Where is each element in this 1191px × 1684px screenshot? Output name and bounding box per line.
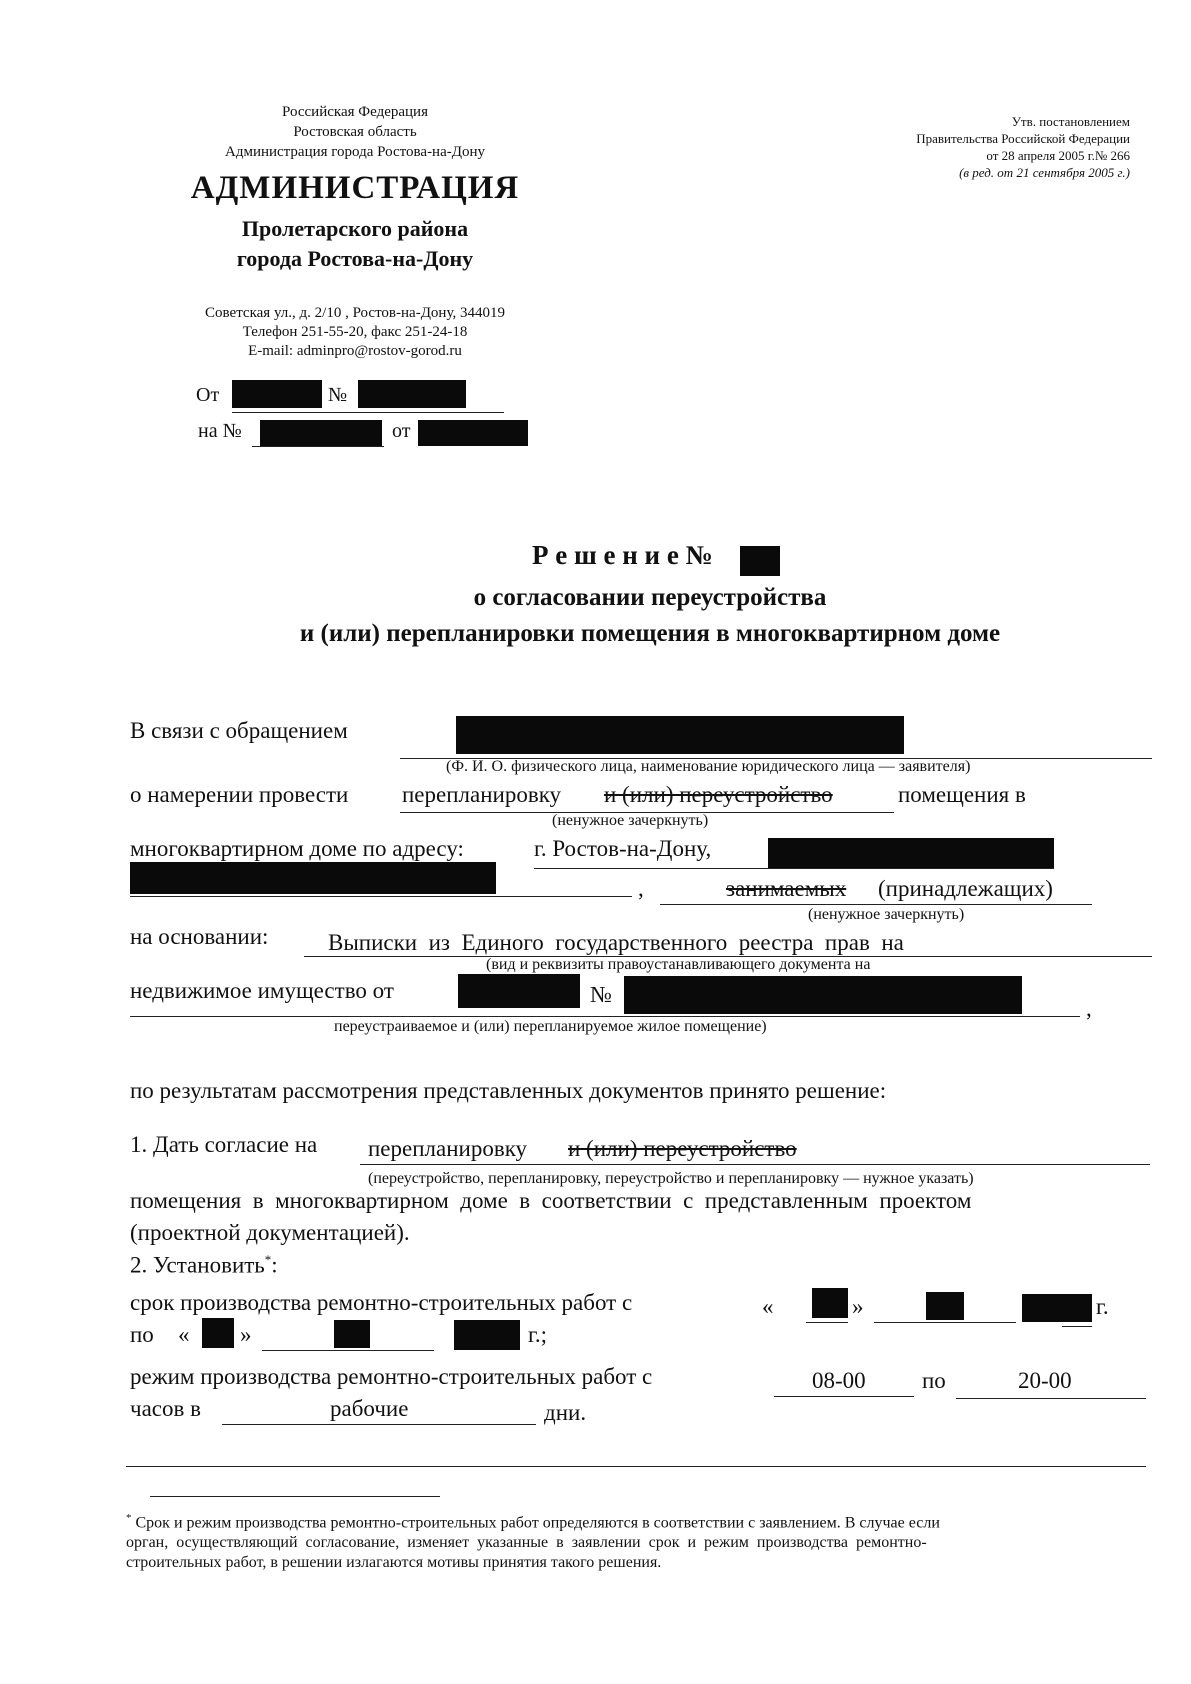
start-month-underline <box>874 1322 1016 1323</box>
approval-line-1: Утв. постановлением <box>1011 114 1130 129</box>
start-year-underline <box>1062 1326 1092 1327</box>
redacted-address-street <box>768 838 1054 868</box>
time-from-value: 08-00 <box>812 1368 866 1393</box>
footnote-block <box>126 1508 1156 1573</box>
reconstruction-option-struck-2: и (или) переустройство <box>568 1136 797 1161</box>
address-rest-underline <box>130 896 632 897</box>
approval-line-2: Правительства Российской Федерации <box>916 131 1130 146</box>
basis-document: Выписки из Единого государственного реестра прав на <box>328 930 904 955</box>
redacted-address-rest <box>130 862 496 894</box>
strike-hint-2: (ненужное зачеркнуть) <box>808 906 965 923</box>
contact-block <box>150 304 560 361</box>
footnote-star: * <box>126 1512 132 1524</box>
property-from-label: недвижимое имущество от <box>130 978 394 1003</box>
redacted-end-day <box>202 1318 234 1348</box>
footnote-text-3: строительных работ, в решении излагаются мотивы принятия такого решения. <box>126 1554 662 1572</box>
days-label: дни. <box>544 1400 587 1425</box>
end-month-underline <box>262 1350 434 1351</box>
reconstruction-option-struck: и (или) переустройство <box>604 782 833 807</box>
mode-label: режим производства ремонтно-строительных работ с <box>130 1364 653 1389</box>
point-2-star: * <box>264 1252 272 1267</box>
occupied-option-struck: занимаемых <box>726 876 847 901</box>
term-label: срок производства ремонтно-строительных работ с <box>130 1290 633 1315</box>
intention-label: о намерении провести <box>130 782 349 807</box>
footnote-separator <box>150 1496 440 1497</box>
country-line: Российская Федерация <box>282 104 428 120</box>
region-line: Ростовская область <box>293 124 417 140</box>
term-open-quote: « <box>762 1294 774 1319</box>
address-line: Советская ул., д. 2/10 , Ростов-на-Дону, 344019 <box>205 305 505 321</box>
point-1-underline <box>360 1164 1150 1165</box>
start-day-underline <box>806 1322 848 1323</box>
appeal-label: В связи с обращением <box>130 718 348 743</box>
approval-block <box>820 113 1130 181</box>
start-year-suffix: г. <box>1096 1294 1109 1319</box>
replanning-option-2: перепланировку <box>368 1136 528 1161</box>
point-2-colon: : <box>271 1252 278 1278</box>
result-line: по результатам рассмотрения представленных документов принято решение: <box>130 1078 887 1103</box>
end-open-quote: « <box>178 1322 190 1347</box>
city-admin-line: Администрация города Ростова-на-Дону <box>224 144 486 160</box>
address-city: г. Ростов-на-Дону, <box>534 836 712 861</box>
strike-hint-1: (ненужное зачеркнуть) <box>552 812 709 829</box>
redacted-extract-number <box>624 976 1022 1014</box>
hours-label: часов в <box>130 1396 201 1421</box>
district-line-2: города Ростова-на-Дону <box>236 246 474 271</box>
redacted-extract-date <box>458 974 580 1008</box>
redacted-start-day <box>812 1288 848 1318</box>
page-separator <box>126 1466 1146 1467</box>
days-value: рабочие <box>330 1396 409 1421</box>
approval-line-3: от 28 апреля 2005 г.№ 266 <box>986 148 1130 163</box>
redacted-start-year <box>1022 1294 1092 1322</box>
basis-hint: (вид и реквизиты правоустанавливающего документа на <box>486 956 871 973</box>
property-underline <box>130 1016 1080 1017</box>
redacted-on-number <box>260 420 382 446</box>
redacted-end-year <box>454 1320 520 1350</box>
address-underline <box>534 868 1054 869</box>
on-number-label: на № <box>198 420 242 442</box>
approval-line-4: (в ред. от 21 сентября 2005 г.) <box>959 165 1130 180</box>
phone-line: Телефон 251-55-20, факс 251-24-18 <box>242 324 468 340</box>
address-comma: , <box>638 876 644 901</box>
decision-title: Р е ш е н и е № <box>532 540 713 570</box>
point-2-label <box>130 1252 278 1279</box>
decision-subtitle-2: и (или) перепланировки помещения в многоквартирном доме <box>299 620 1001 647</box>
district-block <box>150 214 560 274</box>
footnote-text-1: Срок и режим производства ремонтно-строительных работ определяются в соответствии с заявлением. В случае если <box>135 1514 940 1532</box>
owned-option: (принадлежащих) <box>878 876 1053 901</box>
email-line: E-mail: adminpro@rostov-gorod.ru <box>248 343 462 359</box>
point-1-line-3: (проектной документацией). <box>130 1220 410 1245</box>
footnote-line-1 <box>126 1508 1156 1533</box>
property-hint: переустраиваемое и (или) перепланируемое жилое помещение) <box>334 1018 767 1035</box>
redacted-date <box>232 380 322 408</box>
redacted-start-month <box>926 1292 964 1320</box>
from-underline <box>232 412 504 413</box>
district-line-1: Пролетарского района <box>241 216 469 241</box>
ot-label: от <box>392 420 411 442</box>
on-number-underline <box>252 446 384 447</box>
address-label: многоквартирном доме по адресу: <box>130 836 464 861</box>
redacted-ot-date <box>418 420 528 446</box>
days-underline <box>222 1424 536 1425</box>
redacted-number <box>358 380 466 408</box>
footnote-text-2: орган, осуществляющий согласование, изменяет указанные в заявлении срок и режим производства ремонтно- <box>126 1534 927 1552</box>
number-label: № <box>328 384 348 406</box>
applicant-hint: (Ф. И. О. физического лица, наименование юридического лица — заявителя) <box>446 758 971 775</box>
point-2-text: 2. Установить <box>130 1252 265 1278</box>
redacted-decision-number <box>740 546 780 576</box>
extract-number-label: № <box>590 982 612 1007</box>
term-close-quote: » <box>852 1294 864 1319</box>
point-1-line-2: помещения в многоквартирном доме в соответствии с представленным проектом <box>130 1188 972 1213</box>
time-to-underline <box>956 1398 1146 1399</box>
point-1-label: 1. Дать согласие на <box>130 1132 318 1157</box>
basis-label: на основании: <box>130 924 269 949</box>
redacted-applicant <box>456 716 904 754</box>
ownership-underline <box>660 904 1092 905</box>
end-close-quote: » <box>240 1322 252 1347</box>
mode-until-label: по <box>922 1368 946 1393</box>
time-from-underline <box>774 1396 914 1397</box>
point-1-hint: (переустройство, перепланировку, переустройство и перепланировку — нужное указать) <box>368 1170 974 1187</box>
time-to-value: 20-00 <box>1018 1368 1072 1393</box>
decision-subtitle-1: о согласовании переустройства <box>473 584 827 611</box>
term-until-label: по <box>130 1322 154 1347</box>
from-label: От <box>196 384 220 406</box>
decision-subtitle <box>150 580 1150 652</box>
replanning-option: перепланировку <box>402 782 562 807</box>
end-year-suffix: г.; <box>528 1322 547 1347</box>
premises-in-label: помещения в <box>898 782 1026 807</box>
header-left-block <box>150 102 560 162</box>
admin-title: АДМИНИСТРАЦИЯ <box>190 170 520 206</box>
redacted-end-month <box>334 1320 370 1348</box>
property-comma: , <box>1086 996 1092 1021</box>
